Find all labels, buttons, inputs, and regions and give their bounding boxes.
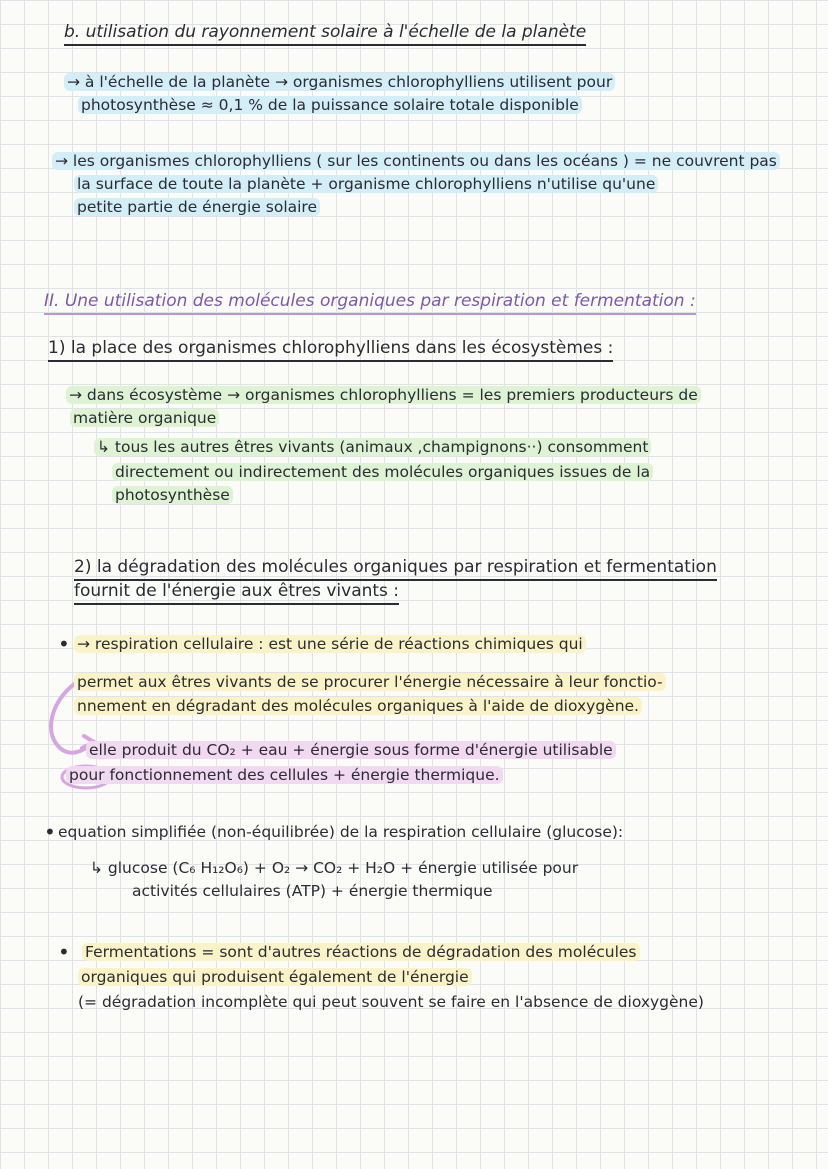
equation-line-3: activités cellulaires (ATP) + énergie thermique — [132, 882, 493, 900]
section-b-line-2: photosynthèse ≈ 0,1 % de la puissance solaire totale disponible — [78, 95, 582, 115]
subsection-2-title-line-2: fournit de l'énergie aux êtres vivants : — [74, 581, 399, 601]
subsection-1-title: 1) la place des organismes chlorophylliens dans les écosystèmes : — [48, 338, 613, 358]
sub1-line-3: ↳ tous les autres êtres vivants (animaux ,champignons··) consomment — [94, 437, 651, 457]
sub1-line-4: directement ou indirectement des molécules organiques issues de la — [112, 462, 653, 482]
bullet-icon: • — [58, 940, 70, 964]
section-b-line-1: → à l'échelle de la planète → organismes chlorophylliens utilisent pour — [64, 72, 615, 92]
equation-line-2: ↳ glucose (C₆ H₁₂O₆) + O₂ → CO₂ + H₂O + énergie utilisée pour — [90, 859, 579, 877]
section-b-line-4: la surface de toute la planète + organisme chlorophylliens n'utilise qu'une — [74, 174, 658, 194]
fermentation-line-3: (= dégradation incomplète qui peut souvent se faire en l'absence de dioxygène) — [78, 993, 704, 1011]
respiration-line-3: nnement en dégradant des molécules organiques à l'aide de dioxygène. — [74, 696, 642, 716]
bullet-icon: • — [44, 820, 56, 844]
sub1-line-1: → dans écosystème → organismes chlorophylliens = les premiers producteurs de — [66, 385, 701, 405]
sub1-line-5: photosynthèse — [112, 485, 233, 505]
respiration-line-2: permet aux êtres vivants de se procurer l'énergie nécessaire à leur fonctio- — [74, 672, 666, 692]
section-II-title: II. Une utilisation des molécules organiques par respiration et fermentation : — [44, 291, 696, 311]
section-b-title: b. utilisation du rayonnement solaire à l'échelle de la planète — [64, 22, 586, 42]
bullet-icon: • — [58, 632, 70, 656]
subsection-2-title-line-1: 2) la dégradation des molécules organiques par respiration et fermentation — [74, 557, 717, 577]
respiration-line-5: pour fonctionnement des cellules + énergie thermique. — [66, 765, 503, 785]
fermentation-line-2: organiques qui produisent également de l'énergie — [78, 967, 472, 987]
respiration-line-4: elle produit du CO₂ + eau + énergie sous forme d'énergie utilisable — [86, 740, 616, 760]
fermentation-line-1: Fermentations = sont d'autres réactions de dégradation des molécules — [82, 942, 640, 962]
section-b-line-3: → les organismes chlorophylliens ( sur les continents ou dans les océans ) = ne couvrent pas — [52, 151, 780, 171]
section-b-line-5: petite partie de énergie solaire — [74, 197, 320, 217]
equation-line-1: equation simplifiée (non-équilibrée) de la respiration cellulaire (glucose): — [58, 823, 624, 841]
sub1-line-2: matière organique — [70, 408, 219, 428]
respiration-line-1: → respiration cellulaire : est une série de réactions chimiques qui — [74, 634, 586, 654]
